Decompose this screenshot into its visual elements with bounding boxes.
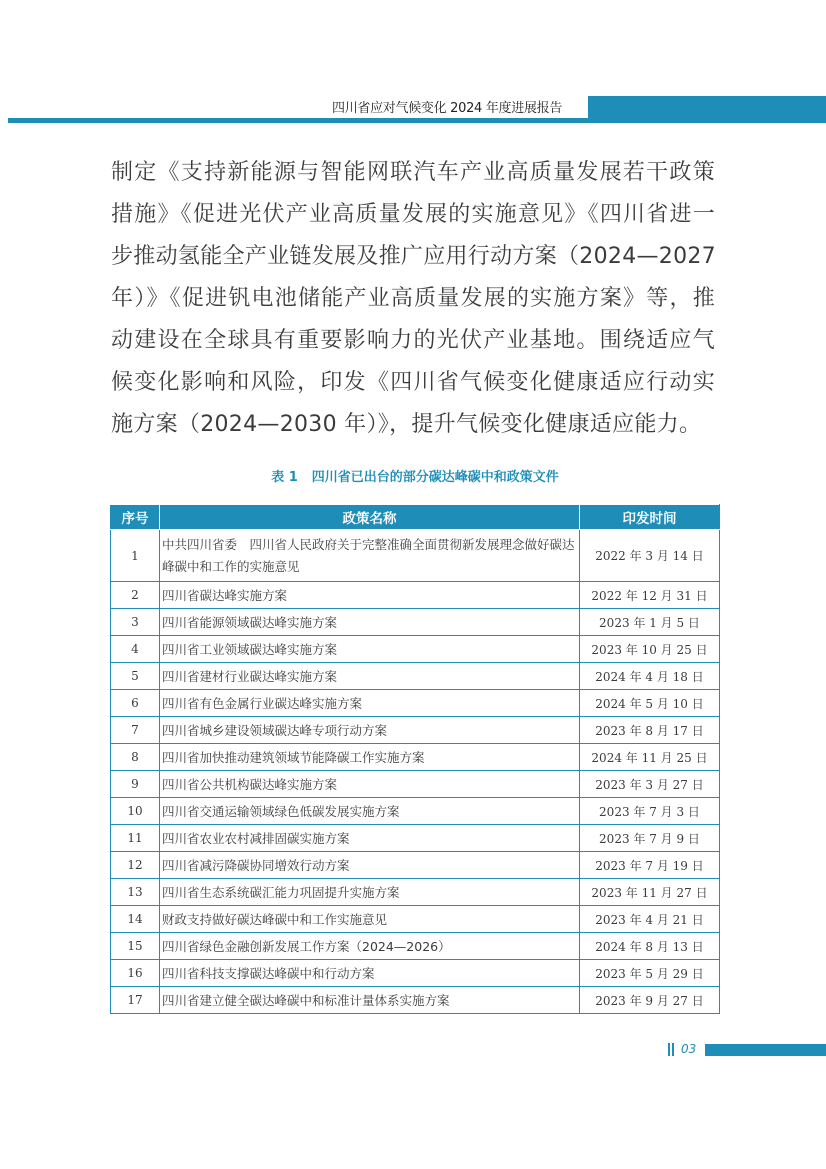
table-row [111,852,720,879]
table-row [111,825,720,852]
policy-table [110,504,720,1014]
table-row [111,690,720,717]
row-number-cell: 5 [111,663,160,690]
table-row [111,744,720,771]
row-number-cell: 8 [111,744,160,771]
policy-name-cell: 四川省科技支撑碳达峰碳中和行动方案 [160,960,580,987]
row-number-cell: 2 [111,582,160,609]
issue-date-cell: 2023 年 7 月 19 日 [580,852,720,879]
footer-accent-bar [705,1044,826,1056]
paragraph-line: 步推动氢能全产业链发展及推广应用行动方案（2024—2027 [111,244,716,269]
issue-date-cell: 2022 年 12 月 31 日 [580,582,720,609]
table-row [111,933,720,960]
row-number-cell: 1 [111,530,160,582]
policy-name-cell: 四川省工业领域碳达峰实施方案 [160,636,580,663]
policy-name-cell: 四川省加快推动建筑领域节能降碳工作实施方案 [160,744,580,771]
row-number-cell: 3 [111,609,160,636]
table-row [111,771,720,798]
policy-name-cell: 四川省城乡建设领域碳达峰专项行动方案 [160,717,580,744]
row-number-cell: 15 [111,933,160,960]
issue-date-cell: 2023 年 8 月 17 日 [580,717,720,744]
table-row [111,879,720,906]
issue-date-cell: 2023 年 4 月 21 日 [580,906,720,933]
issue-date-cell: 2023 年 5 月 29 日 [580,960,720,987]
row-number-cell: 11 [111,825,160,852]
paragraph-line: 年）》《促进钒电池储能产业高质量发展的实施方案》等，推 [111,286,715,311]
paragraph-line: 动建设在全球具有重要影响力的光伏产业基地。围绕适应气 [111,328,715,353]
table-caption-label: 表 1 [271,470,298,485]
table-caption-title: 四川省已出台的部分碳达峰碳中和政策文件 [311,470,559,485]
table-row [111,636,720,663]
header-cell-number: 序号 [111,505,160,530]
issue-date-cell: 2023 年 1 月 5 日 [580,609,720,636]
issue-date-cell: 2023 年 3 月 27 日 [580,771,720,798]
row-number-cell: 6 [111,690,160,717]
row-number-cell: 10 [111,798,160,825]
table-row [111,987,720,1014]
running-header-title: 四川省应对气候变化 2024 年度进展报告 [332,101,563,116]
policy-name-cell: 四川省碳达峰实施方案 [160,582,580,609]
table-row [111,717,720,744]
paragraph-line: 候变化影响和风险，印发《四川省气候变化健康适应行动实 [111,370,715,395]
table-header-row [111,505,720,530]
table-row [111,530,720,582]
footer-marker [668,1043,674,1056]
paragraph-line: 制定《支持新能源与智能网联汽车产业高质量发展若干政策 [111,160,715,185]
table-caption [111,466,719,485]
paragraph-line: 措施》《促进光伏产业高质量发展的实施意见》《四川省进一 [111,202,715,227]
row-number-cell: 9 [111,771,160,798]
issue-date-cell: 2024 年 4 月 18 日 [580,663,720,690]
policy-name-cell: 四川省公共机构碳达峰实施方案 [160,771,580,798]
row-number-cell: 16 [111,960,160,987]
page-number: 03 [681,1042,697,1056]
table-body [111,530,720,1014]
table-row [111,663,720,690]
policy-name-cell: 四川省交通运输领域绿色低碳发展实施方案 [160,798,580,825]
policy-name-cell: 中共四川省委 四川省人民政府关于完整准确全面贯彻新发展理念做好碳达峰碳中和工作的实施意见 [160,530,580,582]
paragraph-line: 施方案（2024—2030 年）》，提升气候变化健康适应能力。 [111,412,702,437]
issue-date-cell: 2024 年 11 月 25 日 [580,744,720,771]
issue-date-cell: 2023 年 9 月 27 日 [580,987,720,1014]
issue-date-cell: 2022 年 3 月 14 日 [580,530,720,582]
policy-name-cell: 四川省绿色金融创新发展工作方案（2024—2026） [160,933,580,960]
header-cell-issue-date: 印发时间 [580,505,720,530]
issue-date-cell: 2023 年 11 月 27 日 [580,879,720,906]
table-row [111,798,720,825]
issue-date-cell: 2023 年 10 月 25 日 [580,636,720,663]
issue-date-cell: 2024 年 8 月 13 日 [580,933,720,960]
policy-name-cell: 四川省建材行业碳达峰实施方案 [160,663,580,690]
policy-name-cell: 四川省建立健全碳达峰碳中和标准计量体系实施方案 [160,987,580,1014]
issue-date-cell: 2023 年 7 月 3 日 [580,798,720,825]
row-number-cell: 12 [111,852,160,879]
header-cell-policy-name: 政策名称 [160,505,580,530]
table-row [111,960,720,987]
body-paragraph [111,152,715,446]
policy-name-cell: 财政支持做好碳达峰碳中和工作实施意见 [160,906,580,933]
row-number-cell: 17 [111,987,160,1014]
table-row [111,906,720,933]
row-number-cell: 14 [111,906,160,933]
row-number-cell: 4 [111,636,160,663]
table-row [111,582,720,609]
policy-name-cell: 四川省农业农村减排固碳实施方案 [160,825,580,852]
issue-date-cell: 2024 年 5 月 10 日 [580,690,720,717]
row-number-cell: 13 [111,879,160,906]
row-number-cell: 7 [111,717,160,744]
policy-name-cell: 四川省减污降碳协同增效行动方案 [160,852,580,879]
policy-name-cell: 四川省能源领域碳达峰实施方案 [160,609,580,636]
issue-date-cell: 2023 年 7 月 9 日 [580,825,720,852]
policy-name-cell: 四川省生态系统碳汇能力巩固提升实施方案 [160,879,580,906]
policy-name-cell: 四川省有色金属行业碳达峰实施方案 [160,690,580,717]
table-row [111,609,720,636]
